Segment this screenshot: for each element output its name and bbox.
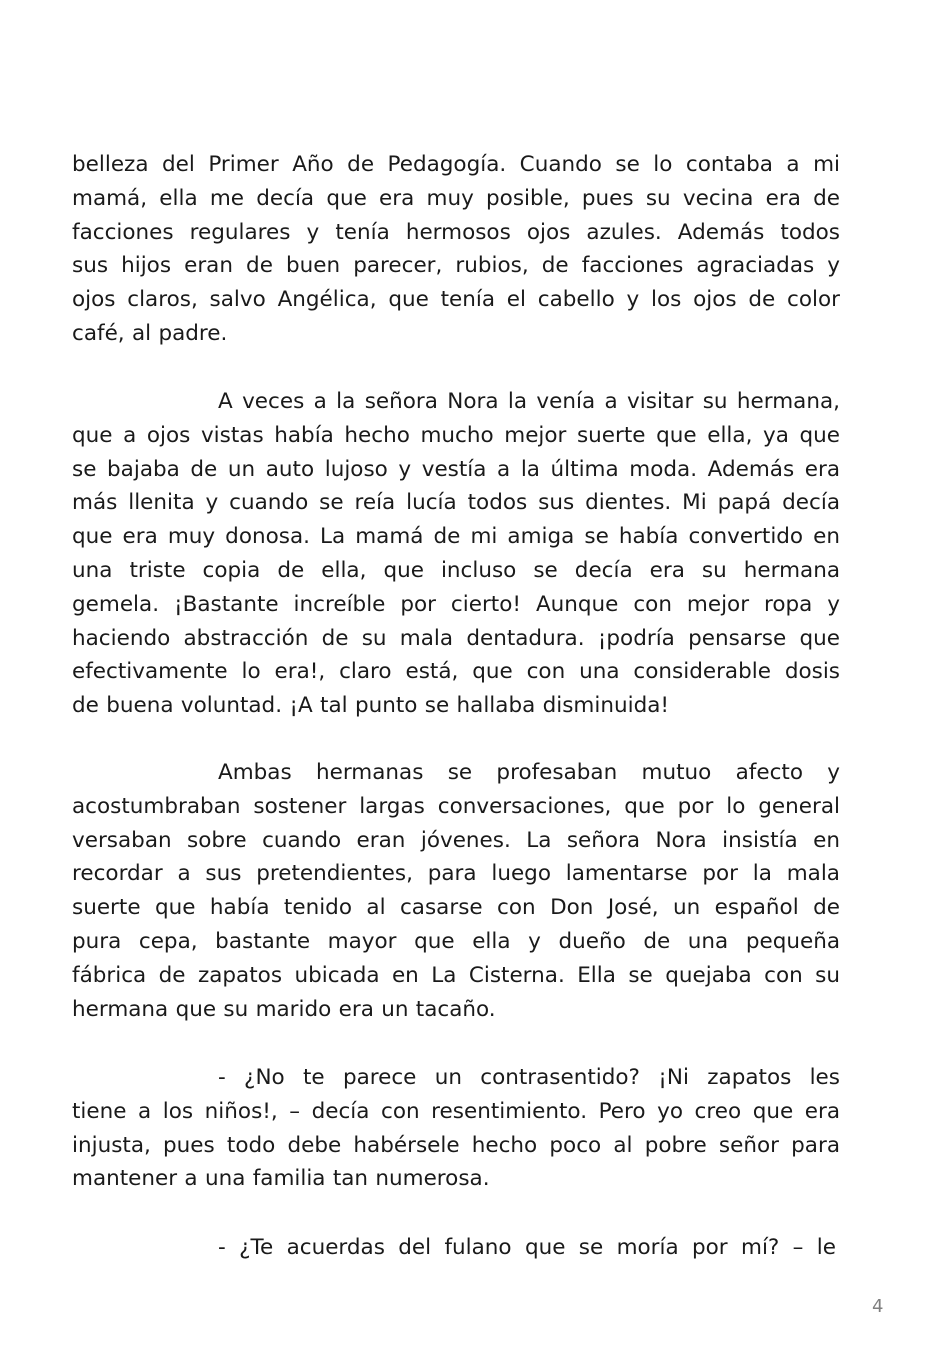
text-line: fábrica de zapatos ubicada en La Cisterna. Ella se quejaba con su xyxy=(72,962,840,988)
text-line: tiene a los niños!, – decía con resentimiento. Pero yo creo que era xyxy=(72,1098,840,1124)
text-line: de buena voluntad. ¡A tal punto se hallaba disminuida! xyxy=(72,693,670,719)
text-line: ojos claros, salvo Angélica, que tenía el cabello y los ojos de color xyxy=(72,287,840,313)
paragraph-5 xyxy=(72,1231,836,1265)
text-line: A veces a la señora Nora la venía a visitar su hermana, xyxy=(218,389,840,414)
text-line: pura cepa, bastante mayor que ella y dueño de una pequeña xyxy=(72,928,840,954)
text-line: una triste copia de ella, que incluso se decía era su hermana xyxy=(72,557,840,583)
text-line: que a ojos vistas había hecho mucho mejor suerte que ella, ya que xyxy=(72,422,840,448)
paragraph-4 xyxy=(72,1061,840,1196)
page-number: 4 xyxy=(872,1296,884,1317)
text-line: café, al padre. xyxy=(72,320,228,346)
text-line: hermana que su marido era un tacaño. xyxy=(72,996,496,1022)
text-line: versaban sobre cuando eran jóvenes. La señora Nora insistía en xyxy=(72,827,840,853)
text-line: belleza del Primer Año de Pedagogía. Cuando se lo contaba a mi xyxy=(72,152,840,177)
text-line: recordar a sus pretendientes, para luego lamentarse por la mala xyxy=(72,861,840,887)
paragraph-2 xyxy=(72,385,840,723)
text-line: gemela. ¡Bastante increíble por cierto! Aunque con mejor ropa y xyxy=(72,591,840,617)
text-line: más llenita y cuando se reía lucía todos sus dientes. Mi papá decía xyxy=(72,490,840,516)
text-line: que era muy donosa. La mamá de mi amiga se había convertido en xyxy=(72,524,840,550)
text-line: - ¿No te parece un contrasentido? ¡Ni zapatos les xyxy=(218,1065,840,1090)
text-line: se bajaba de un auto lujoso y vestía a la última moda. Además era xyxy=(72,456,840,482)
text-line: haciendo abstracción de su mala dentadura. ¡podría pensarse que xyxy=(72,625,840,651)
text-line: mantener a una familia tan numerosa. xyxy=(72,1166,490,1192)
text-line: injusta, pues todo debe habérsele hecho poco al pobre señor para xyxy=(72,1132,840,1158)
paragraph-1 xyxy=(72,148,840,351)
text-line: sus hijos eran de buen parecer, rubios, de facciones agraciadas y xyxy=(72,253,840,279)
text-line: suerte que había tenido al casarse con Don José, un español de xyxy=(72,895,840,921)
paragraph-3 xyxy=(72,756,840,1026)
text-line: - ¿Te acuerdas del fulano que se moría por mí? – le xyxy=(218,1235,836,1260)
text-line: efectivamente lo era!, claro está, que con una considerable dosis xyxy=(72,659,840,685)
text-line: facciones regulares y tenía hermosos ojos azules. Además todos xyxy=(72,219,840,245)
text-line: acostumbraban sostener largas conversaciones, que por lo general xyxy=(72,793,840,819)
text-line: mamá, ella me decía que era muy posible, pues su vecina era de xyxy=(72,185,840,211)
text-line: Ambas hermanas se profesaban mutuo afecto y xyxy=(218,760,840,785)
